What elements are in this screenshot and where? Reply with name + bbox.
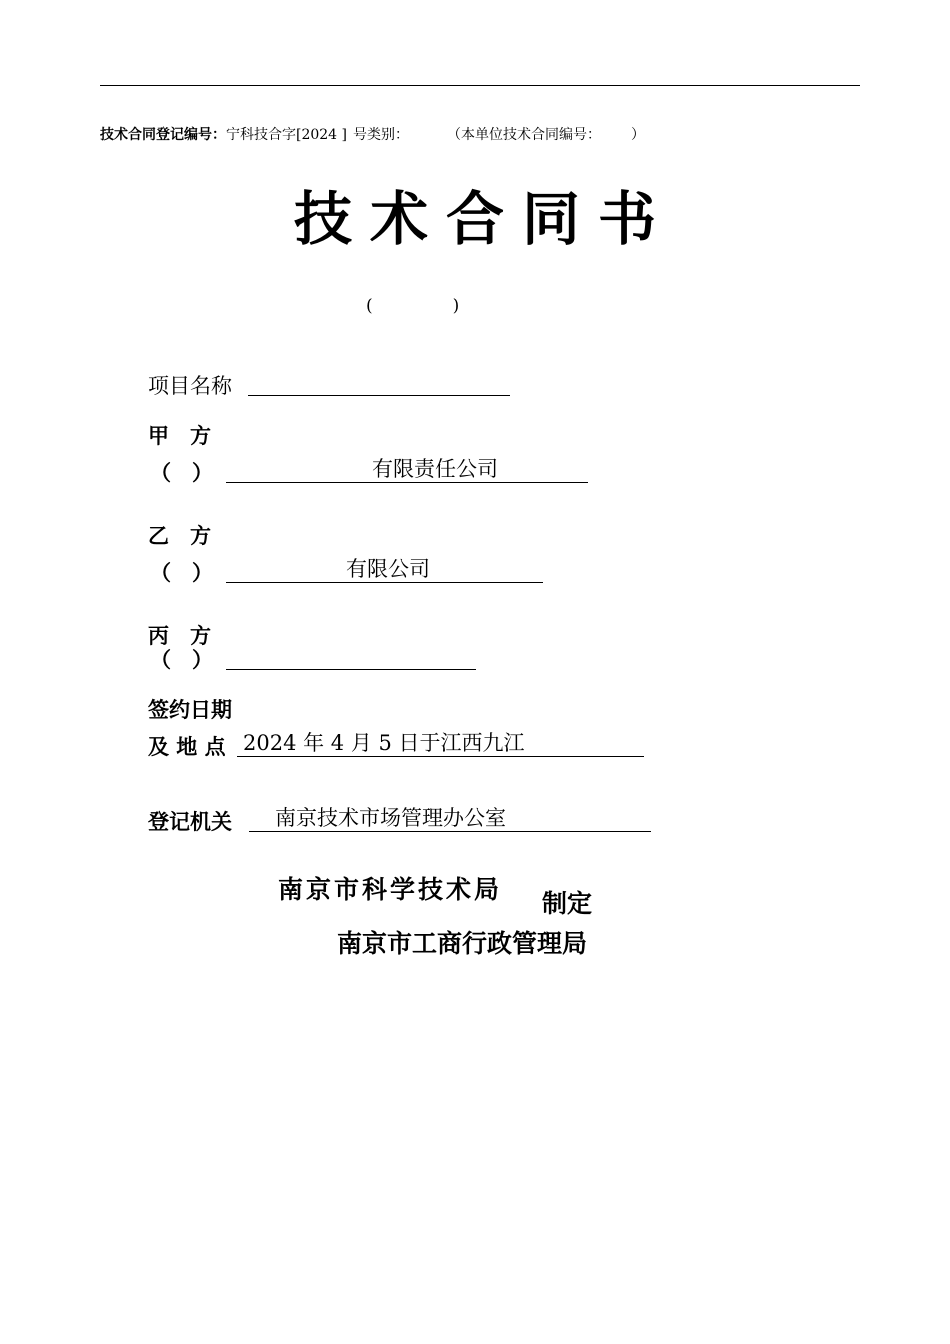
subtitle-close: ): [452, 296, 460, 316]
party-b-value: 有限公司: [346, 557, 430, 581]
party-a-value: 有限责任公司: [372, 457, 498, 481]
party-a-label: 甲 方: [148, 424, 211, 448]
party-c-label: 丙 方: [148, 624, 211, 648]
subtitle-open: (: [366, 296, 373, 316]
document-title: 技术合同书: [293, 185, 674, 253]
party-b-label: 乙 方: [148, 524, 211, 548]
registry-label: 登记机关: [148, 810, 232, 834]
unit-contract-number: （本单位技术合同编号：: [447, 127, 602, 143]
project-name-label: 项目名称: [148, 374, 232, 398]
subtitle-parentheses: [366, 296, 459, 316]
party-c-paren: （ ）: [150, 648, 213, 672]
issuer-commerce-bureau: 南京市工商行政管理局: [337, 929, 588, 958]
registration-label: 技术合同登记编号：: [100, 127, 226, 143]
party-b-field: [226, 555, 543, 583]
party-a-paren: （ ）: [150, 461, 213, 485]
signing-label-line2: 及 地 点: [148, 735, 226, 759]
issuer-made-by: 制定: [542, 889, 593, 918]
signing-value: 2024 年 4 月 5 日于江西九江: [243, 731, 525, 755]
registration-line: [100, 124, 645, 144]
registration-prefix: 宁科技合字[2024 ]: [226, 127, 348, 143]
project-name-field: [248, 368, 510, 396]
party-a-field: [226, 455, 588, 483]
issuer-science-bureau: 南京市科学技术局: [278, 875, 503, 904]
party-b-paren: （ ）: [150, 561, 213, 585]
top-rule: [100, 85, 860, 86]
registration-type: 号类别：: [353, 127, 410, 143]
registry-field: [249, 804, 651, 832]
unit-contract-number-close: ）: [631, 127, 646, 143]
signing-field: [237, 729, 644, 757]
party-c-field: [226, 642, 476, 670]
signing-label-line1: 签约日期: [148, 698, 232, 722]
registry-value: 南京技术市场管理办公室: [275, 806, 506, 830]
